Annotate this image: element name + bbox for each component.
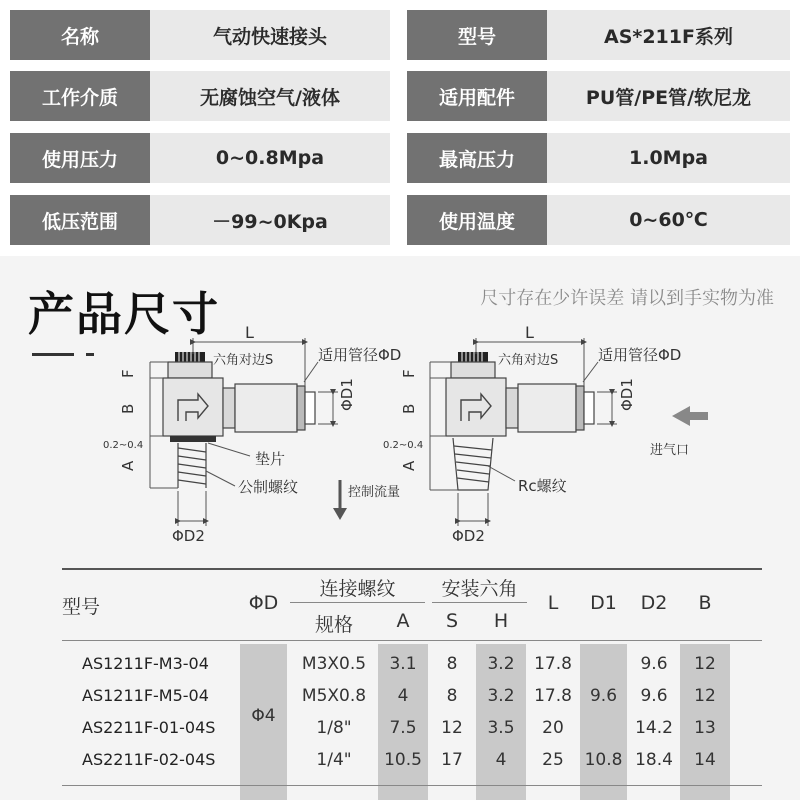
table-row-3-model: AS2211F-01-04S <box>82 718 216 737</box>
shade-D1 <box>580 644 627 800</box>
table-row-2-model: AS1211F-M5-04 <box>82 686 209 705</box>
spec-grid <box>0 0 800 256</box>
left-body <box>163 378 223 436</box>
spec-label-fittings: 适用配件 <box>407 71 547 121</box>
fitting-diagram <box>0 316 800 546</box>
table-row-4-D1: 10.8 <box>584 750 623 770</box>
table-row-4-B: 14 <box>694 750 716 770</box>
th-L: L <box>547 592 559 614</box>
label-D1-left: ΦD1 <box>338 378 356 411</box>
th-conn-thread: 连接螺纹 <box>319 578 396 600</box>
table-row-2-A: 4 <box>397 686 409 706</box>
table-row-3-B: 13 <box>694 718 716 738</box>
table-row-4-spec: 1/4" <box>316 750 352 770</box>
spec-value-fittings: PU管/PE管/软尼龙 <box>547 71 790 121</box>
spec-label-temperature: 使用温度 <box>407 195 547 245</box>
table-row-4-L: 25 <box>542 750 564 770</box>
table-row-4-H: 4 <box>495 750 507 770</box>
table-row-2-spec: M5X0.8 <box>301 686 367 706</box>
spec-label-pressure: 使用压力 <box>10 133 150 183</box>
table-row-1-B: 12 <box>694 654 716 674</box>
table-header-rule <box>62 640 762 641</box>
label-hex-right: 六角对边S <box>498 353 559 368</box>
label-gap-right: 0.2~0.4 <box>383 440 424 451</box>
spec-value-medium: 无腐蚀空气/液体 <box>150 71 390 121</box>
right-body <box>446 378 506 436</box>
th-hex: 安装六角 <box>441 578 518 600</box>
label-A-right: A <box>400 460 418 471</box>
label-L-left: L <box>245 323 254 342</box>
table-row-2-D2: 9.6 <box>640 686 668 706</box>
size-table <box>0 560 800 800</box>
spec-label-model: 型号 <box>407 10 547 60</box>
table-row-1-H: 3.2 <box>487 654 515 674</box>
table-row-3-H: 3.5 <box>487 718 515 738</box>
table-row-3-S: 12 <box>441 718 463 738</box>
table-row-2-S: 8 <box>446 686 458 706</box>
th-S: S <box>445 610 459 632</box>
table-row-2-B: 12 <box>694 686 716 706</box>
label-B-left: B <box>119 403 137 414</box>
spec-label-medium: 工作介质 <box>10 71 150 121</box>
table-row-2-H: 3.2 <box>487 686 515 706</box>
dimension-note: 尺寸存在少许误差 请以到手实物为准 <box>480 288 774 309</box>
label-tube-right: 适用管径ΦD <box>598 346 682 364</box>
label-washer: 垫片 <box>255 450 286 468</box>
spec-label-name: 名称 <box>10 10 150 60</box>
label-metric-thread: 公制螺纹 <box>238 478 299 496</box>
label-A-left: A <box>119 460 137 471</box>
table-row-4-model: AS2211F-02-04S <box>82 750 216 769</box>
label-F-right: F <box>400 369 418 378</box>
th-D1: D1 <box>590 592 617 614</box>
label-D2-left: ΦD2 <box>172 527 205 545</box>
label-F-left: F <box>119 369 137 378</box>
table-row-1-D2: 9.6 <box>640 654 668 674</box>
label-D2-right: ΦD2 <box>452 527 485 545</box>
spec-value-max-pressure: 1.0Mpa <box>547 133 790 183</box>
table-row-1-spec: M3X0.5 <box>301 654 367 674</box>
spec-value-temperature: 0~60℃ <box>547 195 790 245</box>
table-row-3-spec: 1/8" <box>316 718 352 738</box>
dimension-title: 产品尺寸 <box>28 287 220 341</box>
table-row-3-D2: 14.2 <box>635 718 673 738</box>
table-row-1-S: 8 <box>446 654 458 674</box>
th-A: A <box>396 610 410 632</box>
table-row-3-L: 20 <box>542 718 564 738</box>
label-tube-left: 适用管径ΦD <box>318 346 402 364</box>
table-row-3-A: 7.5 <box>389 718 417 738</box>
th-B: B <box>698 592 712 614</box>
table-row-4-A: 10.5 <box>384 750 422 770</box>
label-L-right: L <box>525 323 534 342</box>
spec-label-low-pressure: 低压范围 <box>10 195 150 245</box>
cell-phiD-merged: Φ4 <box>251 706 276 726</box>
spec-value-pressure: 0~0.8Mpa <box>150 133 390 183</box>
label-flow: 控制流量 <box>348 485 401 500</box>
th-phiD: ΦD <box>248 592 279 614</box>
label-inlet: 进气口 <box>650 443 690 458</box>
label-rc-thread: Rc螺纹 <box>518 477 567 495</box>
label-gap-left: 0.2~0.4 <box>103 440 144 451</box>
table-row-1-A: 3.1 <box>389 654 417 674</box>
cell-D1-merged: 9.6 <box>589 686 618 706</box>
right-fitting-drawing <box>430 338 708 526</box>
spec-value-low-pressure: －99~0Kpa <box>150 195 390 245</box>
label-B-right: B <box>400 403 418 414</box>
th-spec: 规格 <box>314 614 353 636</box>
table-row-1-model: AS1211F-M3-04 <box>82 654 209 673</box>
th-H: H <box>493 610 509 632</box>
table-row-2-L: 17.8 <box>534 686 572 706</box>
spec-value-model: AS*211F系列 <box>547 10 790 60</box>
label-hex-left: 六角对边S <box>213 353 274 368</box>
label-D1-right: ΦD1 <box>618 378 636 411</box>
table-row-1-L: 17.8 <box>534 654 572 674</box>
th-D2: D2 <box>640 592 668 614</box>
spec-label-max-pressure: 最高压力 <box>407 133 547 183</box>
th-model: 型号 <box>62 596 101 618</box>
table-bottom-rule <box>62 785 762 786</box>
table-top-rule <box>62 568 762 570</box>
spec-value-name: 气动快速接头 <box>150 10 390 60</box>
table-row-4-S: 17 <box>441 750 463 770</box>
table-row-4-D2: 18.4 <box>635 750 673 770</box>
